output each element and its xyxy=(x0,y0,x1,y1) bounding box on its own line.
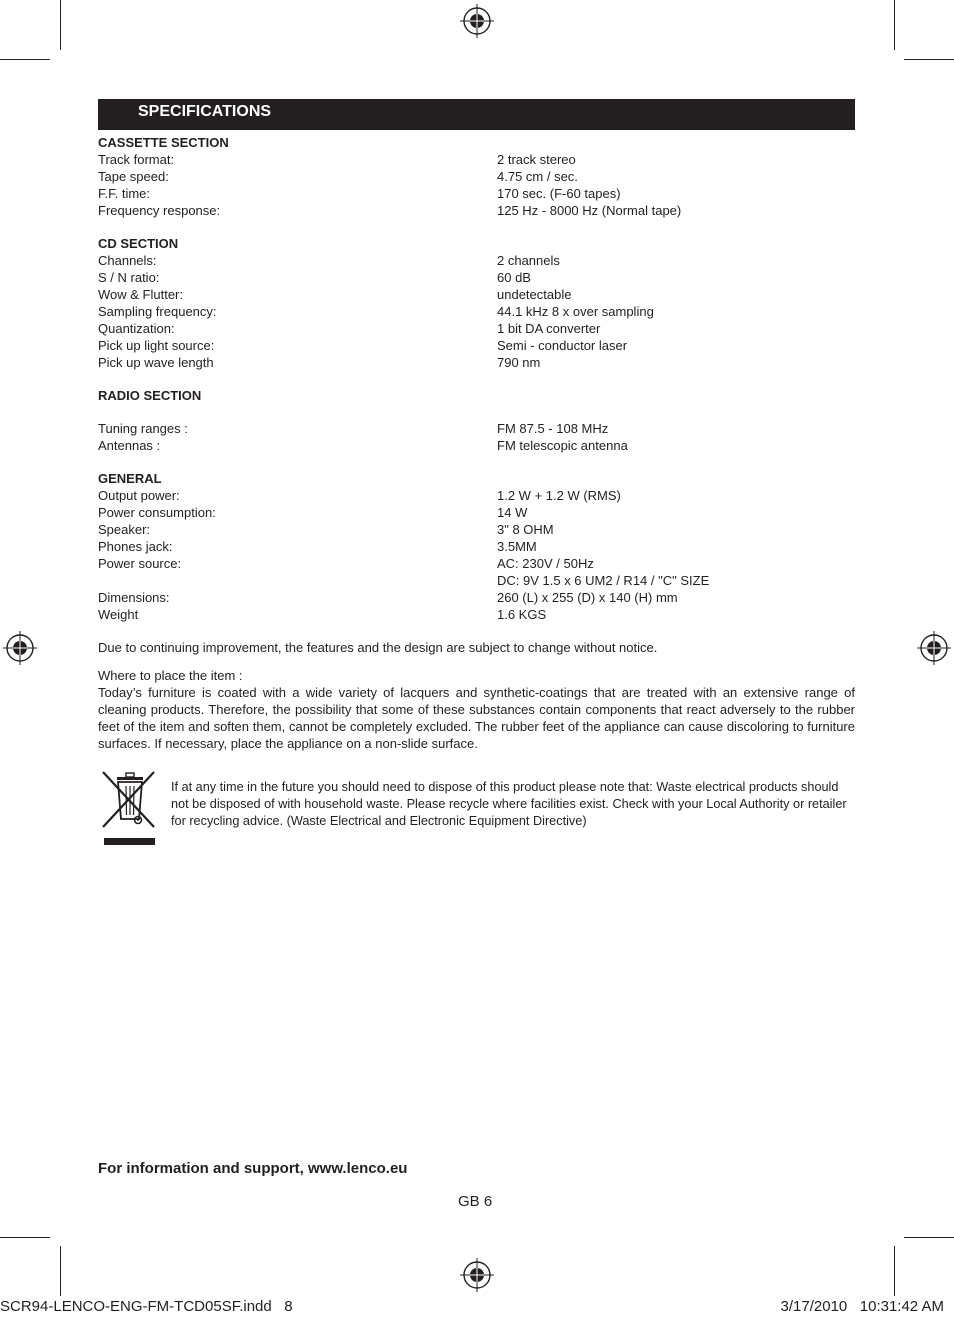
spec-row xyxy=(98,555,855,572)
change-notice: Due to continuing improvement, the features and the design are subject to change without notice. xyxy=(98,640,658,655)
spec-value: 3.5MM xyxy=(497,539,537,554)
weee-notice xyxy=(98,769,855,849)
spec-value: 1.6 KGS xyxy=(497,607,547,622)
spec-value: 14 W xyxy=(497,505,528,520)
crop-mark xyxy=(60,1246,61,1296)
placement-heading: Where to place the item : xyxy=(98,668,243,683)
spec-value: Semi - conductor laser xyxy=(497,338,628,353)
spec-value: AC: 230V / 50Hz xyxy=(497,556,594,571)
crossed-out-wheelie-bin-icon xyxy=(98,769,164,849)
spec-row xyxy=(98,151,855,168)
spec-value: 60 dB xyxy=(497,270,531,285)
spec-row xyxy=(98,420,855,437)
spec-section-general xyxy=(98,470,855,623)
spec-row xyxy=(98,589,855,606)
spec-value: 260 (L) x 255 (D) x 140 (H) mm xyxy=(497,590,678,605)
spec-row xyxy=(98,286,855,303)
spec-value: 1.2 W + 1.2 W (RMS) xyxy=(497,488,621,503)
weee-text: If at any time in the future you should need to dispose of this product please note that: Waste electrical products should not be disposed of with household waste. Please recycle where facilities exist. Check with your Local Authority or retailer for recycling advice. (Waste Electrical and Electronic Equipment Directive) xyxy=(171,780,847,828)
spec-label: Sampling frequency: xyxy=(98,304,217,319)
crop-mark xyxy=(0,1237,50,1238)
spec-value: 170 sec. (F-60 tapes) xyxy=(497,186,621,201)
spec-value: DC: 9V 1.5 x 6 UM2 / R14 / "C" SIZE xyxy=(497,573,710,588)
spec-label: Tuning ranges : xyxy=(98,421,188,436)
spec-label: F.F. time: xyxy=(98,186,151,201)
spec-value: 2 channels xyxy=(497,253,560,268)
spec-label: Antennas : xyxy=(98,438,161,453)
spec-value: 44.1 kHz 8 x over sampling xyxy=(497,304,654,319)
spec-section-cassette xyxy=(98,134,855,219)
spec-label: Power consumption: xyxy=(98,505,216,520)
spec-label xyxy=(98,572,497,589)
spec-label: Channels: xyxy=(98,253,157,268)
spec-value: 125 Hz - 8000 Hz (Normal tape) xyxy=(497,203,682,218)
spec-label: Phones jack: xyxy=(98,539,173,554)
spec-label: Speaker: xyxy=(98,522,151,537)
spec-section-cd xyxy=(98,235,855,371)
section-title: CD SECTION xyxy=(98,236,179,251)
spec-row xyxy=(98,269,855,286)
spec-label: Track format: xyxy=(98,152,175,167)
page-number: GB 6 xyxy=(458,1193,493,1210)
slug-timestamp: 3/17/2010 10:31:42 AM xyxy=(780,1298,944,1315)
spec-row xyxy=(98,303,855,320)
spec-row xyxy=(98,521,855,538)
spec-value: 2 track stereo xyxy=(497,152,576,167)
spec-label: Wow & Flutter: xyxy=(98,287,184,302)
registration-mark-icon xyxy=(459,3,495,39)
spec-label: Dimensions: xyxy=(98,590,170,605)
crop-mark xyxy=(894,1246,895,1296)
specification-sections xyxy=(98,134,855,849)
spec-row xyxy=(98,487,855,504)
spec-label: S / N ratio: xyxy=(98,270,160,285)
spec-row xyxy=(98,504,855,521)
spec-value: undetectable xyxy=(497,287,572,302)
spec-row xyxy=(98,337,855,354)
spec-row xyxy=(98,320,855,337)
spec-row xyxy=(98,168,855,185)
spec-section-radio xyxy=(98,387,855,454)
registration-mark-icon xyxy=(2,630,38,666)
spec-row xyxy=(98,572,855,589)
spec-row xyxy=(98,185,855,202)
spec-label: Power source: xyxy=(98,556,182,571)
spec-label: Pick up light source: xyxy=(98,338,215,353)
spec-row xyxy=(98,538,855,555)
spec-row xyxy=(98,202,855,219)
crop-mark xyxy=(904,1237,954,1238)
spec-value: FM telescopic antenna xyxy=(497,438,628,453)
spec-label: Quantization: xyxy=(98,321,175,336)
spec-value: 790 nm xyxy=(497,355,541,370)
spec-row xyxy=(98,252,855,269)
spec-label: Pick up wave length xyxy=(98,355,214,370)
registration-mark-icon xyxy=(459,1257,495,1293)
spec-label: Output power: xyxy=(98,488,180,503)
section-title: CASSETTE SECTION xyxy=(98,135,229,150)
spec-value: 3" 8 OHM xyxy=(497,522,554,537)
crop-mark xyxy=(60,0,61,50)
spec-row xyxy=(98,437,855,454)
page-content xyxy=(98,99,855,849)
crop-mark xyxy=(904,59,954,60)
page-title: SPECIFICATIONS xyxy=(98,99,855,130)
support-info: For information and support, www.lenco.eu xyxy=(98,1160,408,1177)
spec-value: FM 87.5 - 108 MHz xyxy=(497,421,609,436)
spec-label: Weight xyxy=(98,607,139,622)
section-title: GENERAL xyxy=(98,471,162,486)
crop-mark xyxy=(0,59,50,60)
placement-text: Today’s furniture is coated with a wide variety of lacquers and synthetic-coatings that are treated with an extensive range of cleaning products. Therefore, the possibility that some of these substances contain components that react adversely to the rubber feet of the item and soften them, cannot be completely excluded. The rubber feet of the appliance can cause discoloring to furniture surfaces. If necessary, place the appliance on a non-slide surface. xyxy=(98,685,855,751)
spec-label: Frequency response: xyxy=(98,203,221,218)
section-title: RADIO SECTION xyxy=(98,388,202,403)
spec-label: Tape speed: xyxy=(98,169,169,184)
crop-mark xyxy=(894,0,895,50)
spec-row xyxy=(98,354,855,371)
slug-filename: SCR94-LENCO-ENG-FM-TCD05SF.indd 8 xyxy=(0,1298,293,1315)
spec-row xyxy=(98,606,855,623)
registration-mark-icon xyxy=(916,630,952,666)
spec-value: 4.75 cm / sec. xyxy=(497,169,578,184)
spec-value: 1 bit DA converter xyxy=(497,321,601,336)
